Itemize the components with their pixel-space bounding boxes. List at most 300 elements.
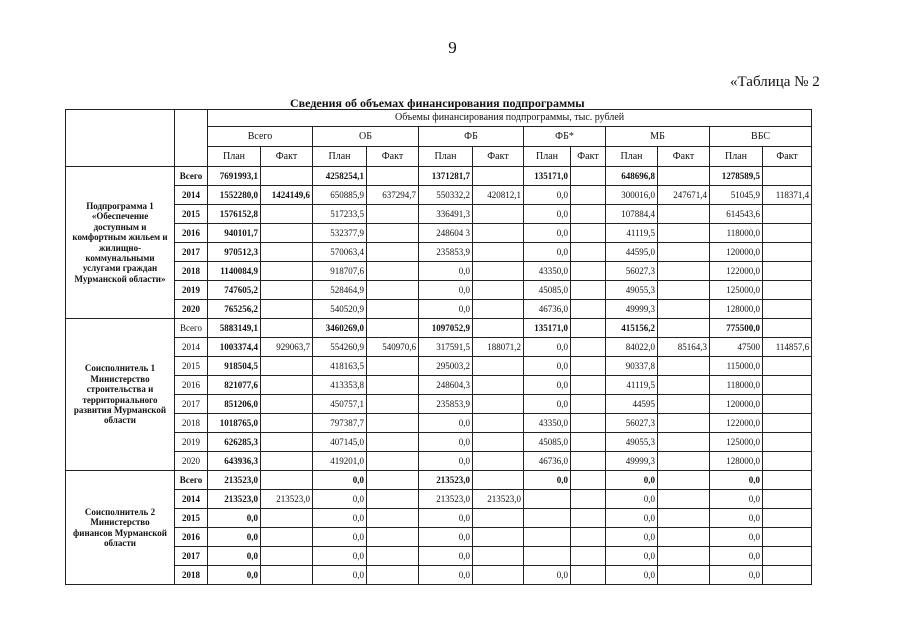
value-cell: 1003374,4 [208,338,261,357]
value-cell: 46736,0 [524,452,571,471]
value-cell [473,376,524,395]
year-cell: 2018 [175,566,208,585]
value-cell: 1552280,0 [208,186,261,205]
value-cell: 114857,6 [763,338,812,357]
value-cell: 554260,9 [313,338,367,357]
value-cell: 45085,0 [524,281,571,300]
value-cell: 0,0 [606,509,658,528]
value-cell: 1018765,0 [208,414,261,433]
value-cell [571,509,606,528]
value-cell: 1097052,9 [419,319,473,338]
value-cell: 0,0 [313,490,367,509]
value-cell: 0,0 [313,509,367,528]
value-cell [658,224,710,243]
value-cell [658,433,710,452]
year-cell: 2018 [175,262,208,281]
value-cell: 0,0 [606,566,658,585]
value-cell: 637294,7 [367,186,419,205]
value-cell: 213523,0 [419,471,473,490]
value-cell: 0,0 [419,414,473,433]
value-cell [763,300,812,319]
value-cell: 135171,0 [524,167,571,186]
table-row [66,224,812,243]
header-group: ФБ [419,127,524,147]
value-cell: 0,0 [208,509,261,528]
value-cell: 120000,0 [710,243,763,262]
value-cell: 44595 [606,395,658,414]
value-cell [473,509,524,528]
header-group: МБ [606,127,710,147]
value-cell [261,167,313,186]
page-number: 9 [448,38,457,57]
table-row [66,243,812,262]
value-cell [473,566,524,585]
value-cell: 0,0 [419,300,473,319]
year-cell: 2016 [175,224,208,243]
value-cell [658,528,710,547]
value-cell [763,566,812,585]
value-cell: 0,0 [710,490,763,509]
value-cell: 125000,0 [710,281,763,300]
value-cell: 0,0 [313,566,367,585]
value-cell [658,281,710,300]
value-cell: 128000,0 [710,452,763,471]
value-cell: 0,0 [313,528,367,547]
value-cell: 0,0 [710,528,763,547]
header-group: Всего [208,127,313,147]
value-cell: 0,0 [419,281,473,300]
value-cell [473,300,524,319]
value-cell: 0,0 [419,452,473,471]
value-cell [571,167,606,186]
value-cell [367,528,419,547]
year-cell: Всего [175,471,208,490]
year-cell: Всего [175,319,208,338]
value-cell: 797387,7 [313,414,367,433]
value-cell [658,262,710,281]
header-blank-label [66,110,175,167]
value-cell: 0,0 [419,566,473,585]
value-cell [261,471,313,490]
value-cell: 85164,3 [658,338,710,357]
table-row [66,566,812,585]
value-cell: 1424149,6 [261,186,313,205]
value-cell [763,224,812,243]
year-cell: 2017 [175,547,208,566]
value-cell [473,395,524,414]
value-cell: 44595,0 [606,243,658,262]
header-group: ФБ* [524,127,606,147]
table-row [66,490,812,509]
value-cell: 118000,0 [710,376,763,395]
value-cell: 235853,9 [419,395,473,414]
value-cell [473,243,524,262]
value-cell [571,224,606,243]
value-cell: 247671,4 [658,186,710,205]
value-cell: 420812,1 [473,186,524,205]
value-cell: 0,0 [419,433,473,452]
value-cell [367,471,419,490]
value-cell: 248604,3 [419,376,473,395]
value-cell: 46736,0 [524,300,571,319]
value-cell [571,528,606,547]
value-cell: 43350,0 [524,414,571,433]
year-cell: 2018 [175,414,208,433]
value-cell: 643936,3 [208,452,261,471]
value-cell: 7691993,1 [208,167,261,186]
value-cell: 650885,9 [313,186,367,205]
value-cell [571,471,606,490]
header-fact: Факт [763,147,812,167]
value-cell [658,319,710,338]
value-cell [763,433,812,452]
value-cell: 570063,4 [313,243,367,262]
year-cell: 2015 [175,509,208,528]
value-cell [367,319,419,338]
value-cell [658,357,710,376]
value-cell [763,452,812,471]
value-cell: 47500 [710,338,763,357]
value-cell: 0,0 [606,471,658,490]
value-cell [367,205,419,224]
table-row [66,433,812,452]
value-cell: 918707,6 [313,262,367,281]
value-cell [658,205,710,224]
value-cell [763,243,812,262]
value-cell [367,395,419,414]
value-cell [473,167,524,186]
value-cell [261,528,313,547]
value-cell [658,490,710,509]
value-cell: 5883149,1 [208,319,261,338]
value-cell: 419201,0 [313,452,367,471]
value-cell [658,452,710,471]
value-cell [473,547,524,566]
value-cell: 56027,3 [606,262,658,281]
value-cell [261,433,313,452]
value-cell [367,224,419,243]
table-row [66,395,812,414]
value-cell: 0,0 [208,528,261,547]
value-cell [571,433,606,452]
header-plan: План [606,147,658,167]
value-cell [261,509,313,528]
value-cell: 0,0 [606,490,658,509]
header-fact: Факт [367,147,419,167]
value-cell [367,452,419,471]
value-cell [473,433,524,452]
value-cell: 0,0 [208,547,261,566]
value-cell [763,205,812,224]
value-cell: 517233,5 [313,205,367,224]
year-cell: 2017 [175,243,208,262]
value-cell [571,357,606,376]
year-cell: Всего [175,167,208,186]
table-row [66,205,812,224]
value-cell [261,281,313,300]
section-label: Соисполнитель 1 Министерство строительства и территориального развития Мурманской области [66,319,175,471]
value-cell: 775500,0 [710,319,763,338]
value-cell [763,262,812,281]
value-cell: 929063,7 [261,338,313,357]
value-cell [367,509,419,528]
value-cell: 188071,2 [473,338,524,357]
year-cell: 2015 [175,205,208,224]
value-cell [763,490,812,509]
value-cell [473,262,524,281]
value-cell [658,376,710,395]
value-cell [261,205,313,224]
value-cell: 90337,8 [606,357,658,376]
table-label: «Таблица № 2 [730,74,820,90]
value-cell [571,205,606,224]
value-cell [367,357,419,376]
value-cell [658,414,710,433]
value-cell [763,167,812,186]
year-cell: 2020 [175,452,208,471]
value-cell [571,395,606,414]
value-cell [367,566,419,585]
value-cell [261,357,313,376]
section-label: Соисполнитель 2 Министерство финансов Мурманской области [66,471,175,585]
value-cell: 614543,6 [710,205,763,224]
value-cell: 851206,0 [208,395,261,414]
value-cell [658,547,710,566]
value-cell: 4258254,1 [313,167,367,186]
table-row [66,452,812,471]
value-cell [571,566,606,585]
value-cell: 49055,3 [606,281,658,300]
value-cell [367,433,419,452]
value-cell: 0,0 [524,376,571,395]
value-cell: 248604 3 [419,224,473,243]
value-cell: 765256,2 [208,300,261,319]
value-cell [261,243,313,262]
value-cell: 118000,0 [710,224,763,243]
value-cell [524,509,571,528]
value-cell: 213523,0 [261,490,313,509]
year-cell: 2017 [175,395,208,414]
table-row [66,509,812,528]
financing-table [65,109,812,585]
value-cell [571,490,606,509]
value-cell [763,395,812,414]
value-cell: 528464,9 [313,281,367,300]
value-cell: 317591,5 [419,338,473,357]
value-cell [571,452,606,471]
year-cell: 2016 [175,528,208,547]
value-cell [261,395,313,414]
value-cell: 0,0 [313,547,367,566]
table-row [66,376,812,395]
value-cell [763,281,812,300]
document-title: Сведения об объемах финансирования подпрограммы [290,96,585,110]
value-cell: 0,0 [524,338,571,357]
value-cell [763,376,812,395]
value-cell: 415156,2 [606,319,658,338]
year-cell: 2020 [175,300,208,319]
year-cell: 2014 [175,186,208,205]
value-cell: 0,0 [419,509,473,528]
value-cell: 0,0 [419,528,473,547]
year-cell: 2014 [175,490,208,509]
value-cell: 0,0 [710,547,763,566]
value-cell: 747605,2 [208,281,261,300]
header-plan: План [710,147,763,167]
value-cell [658,509,710,528]
value-cell: 43350,0 [524,262,571,281]
value-cell [571,281,606,300]
value-cell: 336491,3 [419,205,473,224]
value-cell: 213523,0 [208,490,261,509]
value-cell: 0,0 [606,547,658,566]
value-cell [367,243,419,262]
value-cell [261,376,313,395]
value-cell: 235853,9 [419,243,473,262]
year-cell: 2019 [175,281,208,300]
value-cell: 532377,9 [313,224,367,243]
header-blank-year [175,110,208,167]
value-cell [658,566,710,585]
header-fact: Факт [473,147,524,167]
value-cell: 407145,0 [313,433,367,452]
value-cell [367,281,419,300]
year-cell: 2015 [175,357,208,376]
header-group: ВБС [710,127,812,147]
value-cell: 300016,0 [606,186,658,205]
value-cell: 1278589,5 [710,167,763,186]
value-cell [763,528,812,547]
value-cell: 107884,4 [606,205,658,224]
value-cell [367,490,419,509]
table-row [66,338,812,357]
value-cell [473,528,524,547]
value-cell [571,243,606,262]
value-cell [524,547,571,566]
value-cell [571,414,606,433]
value-cell: 1371281,7 [419,167,473,186]
section-label: Подпрограмма 1 «Обеспечение доступным и комфортным жильем и жилищно-коммунальными услугами граждан Мурманской области» [66,167,175,319]
value-cell: 128000,0 [710,300,763,319]
value-cell: 821077,6 [208,376,261,395]
value-cell [261,224,313,243]
value-cell [658,167,710,186]
value-cell [367,547,419,566]
value-cell [473,224,524,243]
value-cell: 0,0 [524,243,571,262]
value-cell [473,357,524,376]
value-cell: 213523,0 [419,490,473,509]
value-cell: 540520,9 [313,300,367,319]
table-row [66,528,812,547]
value-cell: 648696,8 [606,167,658,186]
value-cell: 3460269,0 [313,319,367,338]
value-cell [261,262,313,281]
value-cell: 940101,7 [208,224,261,243]
value-cell: 0,0 [524,357,571,376]
value-cell: 122000,0 [710,262,763,281]
value-cell [473,471,524,490]
table-row [66,319,812,338]
value-cell [367,300,419,319]
value-cell [571,376,606,395]
header-plan: План [419,147,473,167]
header-fact: Факт [571,147,606,167]
table-row [66,414,812,433]
value-cell: 56027,3 [606,414,658,433]
value-cell: 0,0 [524,205,571,224]
header-fact: Факт [658,147,710,167]
value-cell [261,547,313,566]
value-cell [571,319,606,338]
value-cell [571,547,606,566]
value-cell [473,281,524,300]
value-cell [571,300,606,319]
table-row [66,357,812,376]
value-cell: 0,0 [524,186,571,205]
value-cell: 0,0 [419,262,473,281]
value-cell [658,395,710,414]
value-cell: 49055,3 [606,433,658,452]
value-cell [763,471,812,490]
table-row [66,167,812,186]
value-cell: 0,0 [524,395,571,414]
table-row [66,186,812,205]
value-cell: 0,0 [524,471,571,490]
value-cell [261,300,313,319]
value-cell: 540970,6 [367,338,419,357]
value-cell: 125000,0 [710,433,763,452]
table-row [66,262,812,281]
value-cell [763,509,812,528]
value-cell [367,167,419,186]
value-cell: 626285,3 [208,433,261,452]
value-cell: 418163,5 [313,357,367,376]
table-row [66,547,812,566]
value-cell: 45085,0 [524,433,571,452]
table-row [66,300,812,319]
value-cell: 49999,3 [606,452,658,471]
value-cell [367,414,419,433]
value-cell [763,357,812,376]
value-cell: 0,0 [524,224,571,243]
value-cell: 84022,0 [606,338,658,357]
value-cell: 0,0 [208,566,261,585]
value-cell [524,528,571,547]
value-cell: 213523,0 [473,490,524,509]
value-cell: 1576152,8 [208,205,261,224]
value-cell [571,186,606,205]
value-cell: 122000,0 [710,414,763,433]
value-cell: 0,0 [606,528,658,547]
value-cell [571,338,606,357]
value-cell: 41119,5 [606,224,658,243]
value-cell: 550332,2 [419,186,473,205]
header-fact: Факт [261,147,313,167]
value-cell [658,471,710,490]
header-main: Объемы финансирования подпрограммы, тыс. рублей [208,110,812,127]
value-cell [473,452,524,471]
table-row [66,281,812,300]
value-cell: 970512,3 [208,243,261,262]
value-cell: 0,0 [710,509,763,528]
value-cell [367,376,419,395]
value-cell [261,319,313,338]
value-cell [763,547,812,566]
value-cell: 0,0 [524,566,571,585]
table-row [66,471,812,490]
value-cell: 0,0 [710,566,763,585]
